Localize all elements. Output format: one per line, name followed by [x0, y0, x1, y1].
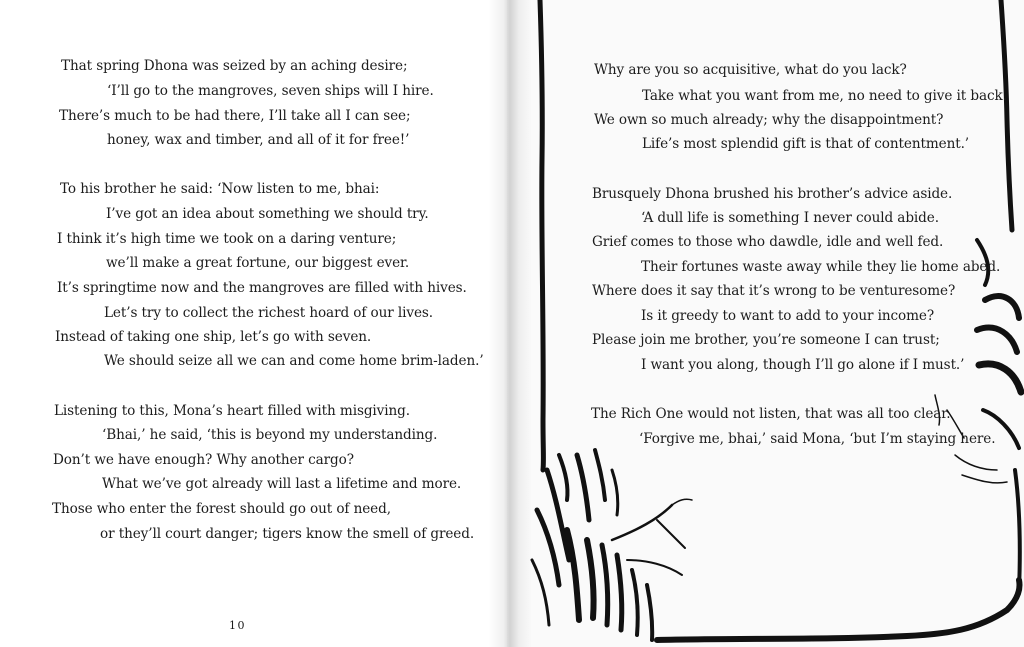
page-number: 10	[229, 619, 246, 632]
poem-line: Please join me brother, you’re someone I can trust;	[592, 332, 940, 348]
poem-line: Instead of taking one ship, let’s go with seven.	[55, 329, 372, 345]
poem-line: Their fortunes waste away while they lie home abed.	[641, 259, 1001, 275]
poem-line: Let’s try to collect the richest hoard of our lives.	[104, 305, 433, 321]
left-poem	[0, 0, 507, 647]
poem-line: ‘Bhai,’ he said, ‘this is beyond my understanding.	[102, 427, 438, 443]
poem-line: ‘Forgive me, bhai,’ said Mona, ‘but I’m staying here.	[639, 431, 996, 447]
poem-line: To his brother he said: ‘Now listen to me, bhai:	[60, 181, 380, 197]
poem-line: It’s springtime now and the mangroves are filled with hives.	[57, 280, 467, 296]
poem-line: ‘I’ll go to the mangroves, seven ships will I hire.	[107, 83, 434, 99]
poem-line: The Rich One would not listen, that was all too clear.	[591, 406, 951, 422]
poem-line: What we’ve got already will last a lifetime and more.	[102, 476, 462, 492]
poem-line: We should seize all we can and come home brim-laden.’	[104, 353, 484, 369]
poem-line: I’ve got an idea about something we should try.	[106, 206, 429, 222]
poem-line: I think it’s high time we took on a daring venture;	[57, 231, 397, 247]
poem-line: Grief comes to those who dawdle, idle and well fed.	[592, 234, 944, 250]
poem-line: Those who enter the forest should go out of need,	[52, 501, 391, 517]
right-poem	[507, 0, 1024, 647]
poem-line: we’ll make a great fortune, our biggest ever.	[106, 255, 410, 271]
left-page	[0, 0, 507, 647]
poem-line: We own so much already; why the disappointment?	[594, 112, 944, 128]
poem-line: honey, wax and timber, and all of it for free!’	[107, 132, 410, 148]
poem-line: Is it greedy to want to add to your income?	[641, 308, 935, 324]
right-page	[507, 0, 1024, 647]
poem-line: Life’s most splendid gift is that of contentment.’	[642, 136, 970, 152]
poem-line: That spring Dhona was seized by an aching desire;	[61, 58, 408, 74]
poem-line: Take what you want from me, no need to give it back.	[642, 88, 1007, 104]
poem-line: ‘A dull life is something I never could abide.	[641, 210, 939, 226]
poem-line: Brusquely Dhona brushed his brother’s advice aside.	[592, 186, 953, 202]
poem-line: Listening to this, Mona’s heart filled with misgiving.	[54, 403, 410, 419]
poem-line: Where does it say that it’s wrong to be venturesome?	[592, 283, 956, 299]
poem-line: or they’ll court danger; tigers know the smell of greed.	[100, 526, 475, 542]
poem-line: Why are you so acquisitive, what do you lack?	[594, 62, 907, 78]
poem-line: Don’t we have enough? Why another cargo?	[53, 452, 354, 468]
poem-line: There’s much to be had there, I’ll take all I can see;	[59, 108, 411, 124]
poem-line: I want you along, though I’ll go alone if I must.’	[641, 357, 965, 373]
